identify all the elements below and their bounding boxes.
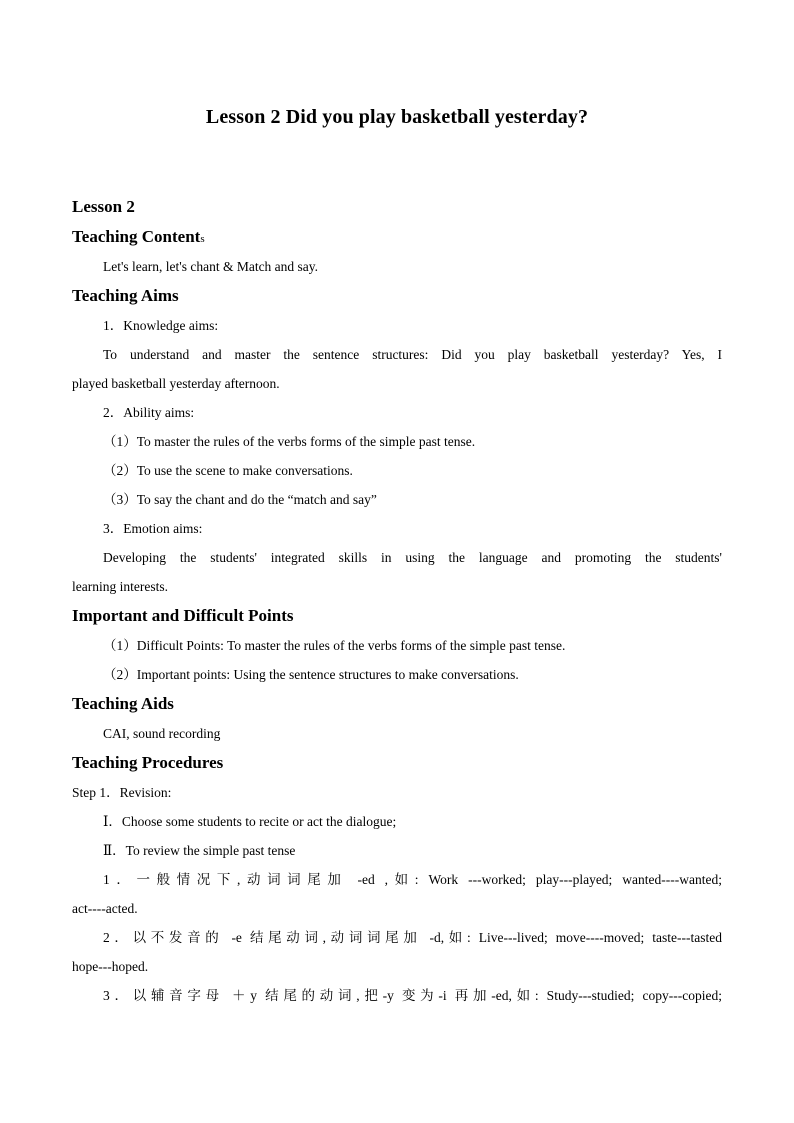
revision-item: Ⅰ．Choose some students to recite or act the dialogue; xyxy=(103,814,397,829)
step-1-label: Step 1．Revision: xyxy=(72,785,172,800)
teaching-contents-heading-main: Teaching Content xyxy=(72,227,201,246)
knowledge-aims-line-2: played basketball yesterday afternoon. xyxy=(72,376,280,391)
important-point-item: （1）Difficult Points: To master the rules of the verbs forms of the simple past tense. xyxy=(103,638,566,653)
teaching-aids-text: CAI, sound recording xyxy=(103,726,221,741)
teaching-aims-heading: Teaching Aims xyxy=(72,286,179,305)
rule-1-line-1: 1．一般情况下,动词词尾加 -ed ,如: Work ---worked; play---played; wanted----wanted; xyxy=(103,872,722,887)
important-point-item: （2）Important points: Using the sentence structures to make conversations. xyxy=(103,667,519,682)
ability-aim-item: （2）To use the scene to make conversations. xyxy=(103,463,353,478)
rule-2-line-2: hope---hoped. xyxy=(72,959,149,974)
revision-item: Ⅱ．To review the simple past tense xyxy=(103,843,296,858)
ability-aims-label: 2．Ability aims: xyxy=(103,405,195,420)
lesson-label: Lesson 2 xyxy=(72,197,135,216)
teaching-contents-heading-suffix: s xyxy=(200,233,205,245)
emotion-aims-label: 3．Emotion aims: xyxy=(103,521,203,536)
teaching-aids-heading: Teaching Aids xyxy=(72,694,174,713)
rule-1-line-2: act----acted. xyxy=(72,901,138,916)
document-title: Lesson 2 Did you play basketball yesterday? xyxy=(205,106,589,128)
knowledge-aims-line-1: To understand and master the sentence structures: Did you play basketball yesterday? Yes, I xyxy=(103,347,722,362)
emotion-aims-line-1: Developing the students' integrated skills in using the language and promoting the students' xyxy=(103,550,722,565)
important-points-heading: Important and Difficult Points xyxy=(72,606,294,625)
teaching-contents-text: Let's learn, let's chant & Match and say. xyxy=(103,259,319,274)
teaching-contents-heading xyxy=(72,222,722,252)
ability-aim-item: （1）To master the rules of the verbs forms of the simple past tense. xyxy=(103,434,476,449)
rule-2-line-1: 2．以不发音的 -e 结尾动词,动词词尾加 -d,如: Live---lived; move----moved; taste---tasted xyxy=(103,930,722,945)
rule-3-line-1: 3．以辅音字母 ＋y 结尾的动词,把-y 变为-i 再加-ed,如: Study---studied; copy---copied; xyxy=(103,988,722,1003)
document-body xyxy=(72,192,722,1010)
ability-aim-item: （3）To say the chant and do the “match and say” xyxy=(103,492,377,507)
emotion-aims-line-2: learning interests. xyxy=(72,579,168,594)
teaching-procedures-heading: Teaching Procedures xyxy=(72,753,224,772)
knowledge-aims-label: 1．Knowledge aims: xyxy=(103,318,219,333)
